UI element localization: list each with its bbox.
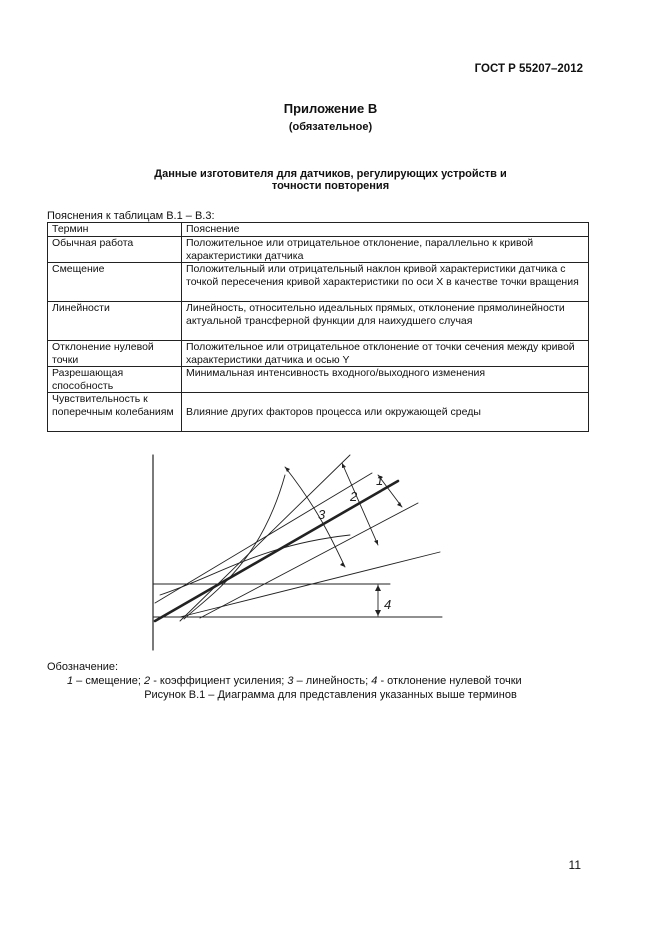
table-intro: Пояснения к таблицам В.1 – В.3: bbox=[47, 210, 215, 222]
appendix-title: Приложение В bbox=[283, 101, 378, 116]
legend-num-2: 2 bbox=[144, 675, 151, 687]
legend-text-3: – линейность; bbox=[293, 675, 372, 687]
term-cell: Разрешающая способность bbox=[48, 367, 182, 393]
figure-label-4: 4 bbox=[384, 597, 392, 612]
explanation-cell: Положительное или отрицательное отклонение, параллельно к кривой характеристики датчика bbox=[182, 237, 589, 263]
figure-label-1: 1 bbox=[376, 473, 384, 488]
explanation-cell: Положительный или отрицательный наклон кривой характеристики датчика с точкой пересечения кривой характеристики по оси X в качестве точки вращения bbox=[182, 263, 589, 302]
legend-num-3: 3 bbox=[287, 675, 294, 687]
legend-heading: Обозначение: bbox=[47, 661, 119, 673]
table-row bbox=[48, 237, 589, 263]
table-row bbox=[48, 302, 589, 341]
header-explanation: Пояснение bbox=[182, 223, 589, 237]
explanation-cell: Минимальная интенсивность входного/выходного изменения bbox=[182, 367, 589, 393]
terms-table bbox=[47, 222, 589, 432]
dimension-arrow-2 bbox=[342, 463, 378, 545]
explanation-cell: Линейность, относительно идеальных прямых, отклонение прямолинейности актуальной трансферной функции для наихудшего случая bbox=[182, 302, 589, 341]
explanation-cell: Влияние других факторов процесса или окружающей среды bbox=[182, 393, 589, 432]
figure-label-3: 3 bbox=[318, 507, 326, 522]
figure-label-2: 2 bbox=[350, 489, 358, 504]
section-title-line2: точности повторения bbox=[271, 180, 390, 192]
legend-text-1: – смещение; bbox=[73, 675, 145, 687]
term-cell: Отклонение нулевой точки bbox=[48, 341, 182, 367]
header-term: Термин bbox=[48, 223, 182, 237]
sensor-characteristic-diagram bbox=[140, 445, 450, 660]
standard-code: ГОСТ Р 55207–2012 bbox=[474, 63, 583, 75]
table-row bbox=[48, 341, 589, 367]
figure-legend bbox=[67, 675, 522, 687]
table-header-row bbox=[48, 223, 589, 237]
term-cell: Обычная работа bbox=[48, 237, 182, 263]
legend-text-4: - отклонение нулевой точки bbox=[377, 675, 522, 687]
linearity-curve-upper bbox=[184, 475, 285, 619]
table-row bbox=[48, 367, 589, 393]
legend-num-4: 4 bbox=[371, 675, 378, 687]
term-cell: Чувствительность к поперечным колебаниям bbox=[48, 393, 182, 432]
legend-text-2: - коэффициент усиления; bbox=[150, 675, 288, 687]
page-number: 11 bbox=[568, 858, 581, 872]
table-row bbox=[48, 393, 589, 432]
explanation-cell: Положительное или отрицательное отклонение от точки сечения между кривой характеристики датчика и осью Y bbox=[182, 341, 589, 367]
section-title bbox=[0, 168, 661, 192]
term-cell: Смещение bbox=[48, 263, 182, 302]
figure-caption: Рисунок В.1 – Диаграмма для представления указанных выше терминов bbox=[144, 689, 517, 701]
legend-num-1: 1 bbox=[67, 675, 74, 687]
appendix-subtitle: (обязательное) bbox=[288, 121, 373, 133]
term-cell: Линейности bbox=[48, 302, 182, 341]
table-row bbox=[48, 263, 589, 302]
section-title-line1: Данные изготовителя для датчиков, регулирующих устройств и bbox=[154, 168, 507, 180]
